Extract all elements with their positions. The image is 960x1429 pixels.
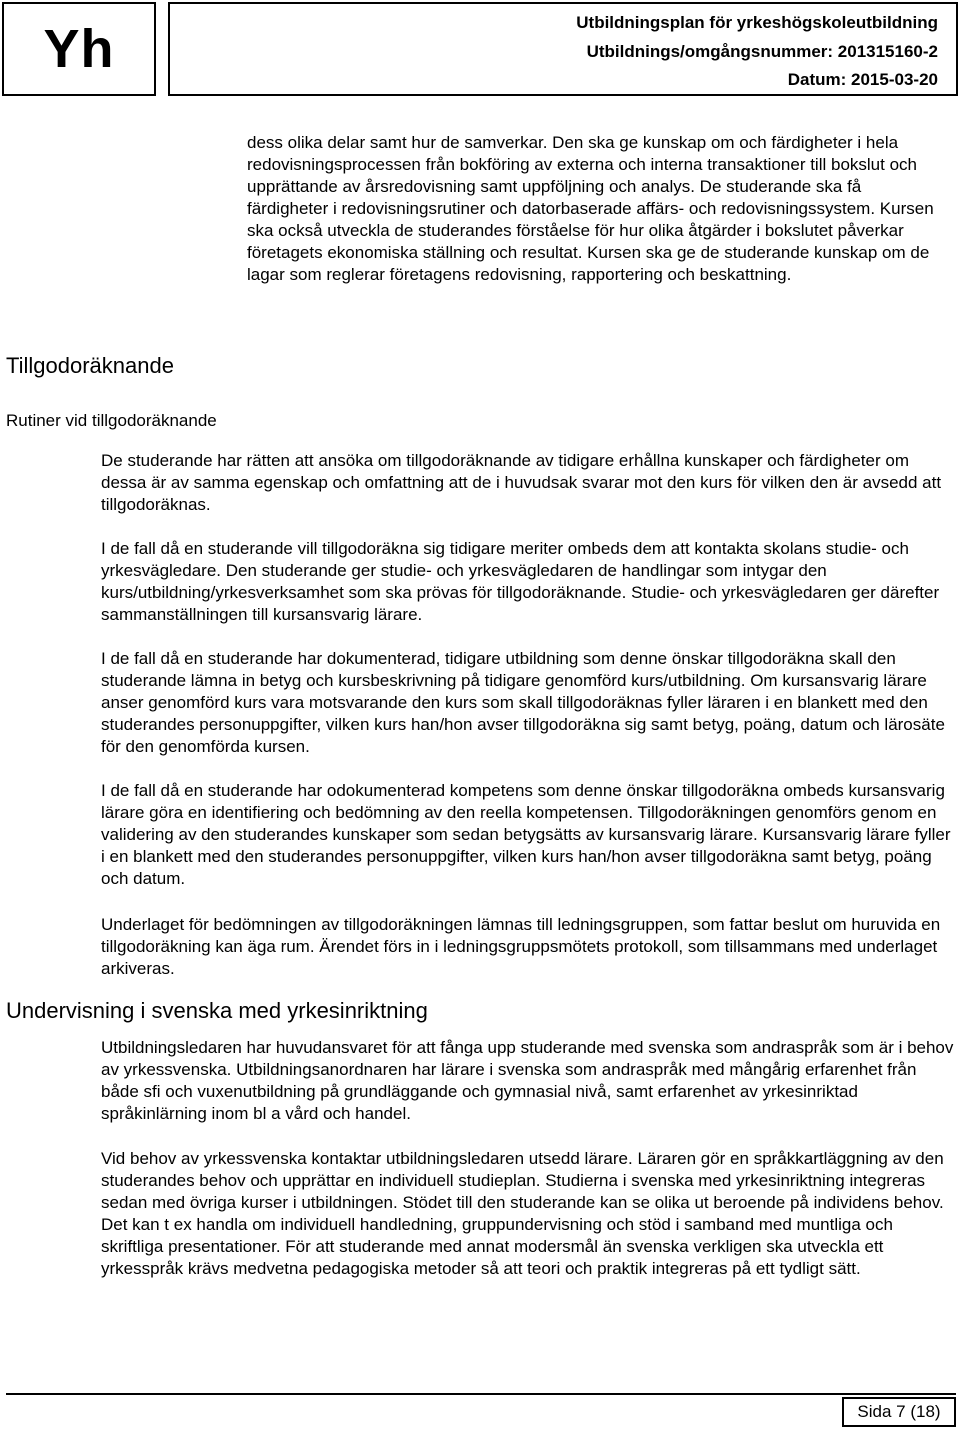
section-title-tillgodoraknande: Tillgodoräknande xyxy=(6,353,174,378)
paragraph: Utbildningsledaren har huvudansvaret för att fånga upp studerande med svenska som andraspråk som är i behov av yrkessvenska. Utbildningsanordnaren har lärare i svenska som andraspråk med mångårig erfarenhet från både sfi och vuxenutbildning på grundläggande och gymnasial nivå, samt erfarenhet av yrkesinriktad språkinlärning inom bl a vård och handel. xyxy=(101,1038,954,1123)
paragraph: De studerande har rätten att ansöka om tillgodoräknande av tidigare erhållna kunskaper och färdigheter om dessa är av samma egenskap och omfattning att de i huvudsak svarar mot den kurs för vilken den är avsedd att tillgodoräknas. xyxy=(101,451,942,514)
section-title-undervisning: Undervisning i svenska med yrkesinriktning xyxy=(6,998,428,1023)
document-title: Utbildningsplan för yrkeshögskoleutbildning xyxy=(576,13,938,32)
paragraph: I de fall då en studerande har odokumenterad kompetens som denne önskar tillgodoräkna ombeds kursansvarig lärare göra en identifiering och bedömning av den reella kompetensen. Tillgodoräkningen genomförs genom en validering av den studerandes kunskaper som sedan betygsätts av kursansvarig lärare. Kursansvarig lärare fyller i en blankett med den studerandes personuppgifter, vilken kurs han/hon avser tillgodoräkna samt betyg, poäng och datum. xyxy=(101,781,951,888)
logo: Yh xyxy=(2,2,156,96)
program-number: Utbildnings/omgångsnummer: 201315160-2 xyxy=(586,42,938,61)
document-header xyxy=(168,2,958,96)
subsection-title-rutiner: Rutiner vid tillgodoräknande xyxy=(6,411,217,430)
intro-paragraph: dess olika delar samt hur de samverkar. Den ska ge kunskap om och färdigheter i hela redovisningsprocessen från bokföring av externa och interna transaktioner till bokslut och upprättande av årsredovisning samt uppföljning och analys. De studerande ska få färdigheter i redovisningsrutiner och datorbaserade affärs- och redovisningssystem. Kursen ska också utveckla de studerandes förståelse för hur olika åtgärder i bokslutet påverkar företagets ekonomiska ställning och resultat. Kursen ska ge de studerande kunskap om de lagar som reglerar företagens redovisning, rapportering och beskattning. xyxy=(247,133,934,284)
paragraph: Vid behov av yrkessvenska kontaktar utbildningsledaren utsedd lärare. Läraren gör en språkkartläggning av den studerandes behov och upprättar en individuell studieplan. Studierna i svenska med yrkesinriktning integreras sedan med övriga kurser i utbildningen. Stödet till den studerande kan se olika ut beroende på individens behov. Det kan t ex handla om individuell handledning, gruppundervisning och stöd i samband med muntliga och skriftliga presentationer. För att studerande med annat modersmål än svenska verkligen ska utveckla ett yrkesspråk krävs medvetna pedagogiska metoder så att teori och praktik integreras på ett tydligt sätt. xyxy=(101,1149,944,1278)
paragraph: I de fall då en studerande har dokumenterad, tidigare utbildning som denne önskar tillgodoräkna skall den studerande lämna in betyg och kursbeskrivning på tidigare genomförd kurs/utbildning. Om kursansvarig lärare anser genomförd kurs vara motsvarande den kurs som skall tillgodoräknas fyller läraren i en blankett med den studerandes personuppgifter, vilken kurs han/hon avser tillgodoräkna sig samt betyg, poäng, datum och lärosäte för den genomförda kursen. xyxy=(101,649,945,756)
document-date: Datum: 2015-03-20 xyxy=(787,70,938,89)
paragraph: Underlaget för bedömningen av tillgodoräkningen lämnas till ledningsgruppen, som fattar beslut om huruvida en tillgodoräkning kan äga rum. Ärendet förs in i ledningsgruppsmötets protokoll, som tillsammans med underlaget arkiveras. xyxy=(101,915,941,978)
page-number: Sida 7 (18) xyxy=(842,1397,956,1427)
paragraph: I de fall då en studerande vill tillgodoräkna sig tidigare meriter ombeds dem att kontakta skolans studie- och yrkesvägledare. Den studerande ger studie- och yrkesvägledaren de handlingar som intygar den kurs/utbildning/yrkesverksamhet som ska prövas för tillgodoräknande. Studie- och yrkesvägledaren ger därefter sammanställningen till kursansvarig lärare. xyxy=(101,539,940,624)
footer-divider xyxy=(6,1393,956,1395)
